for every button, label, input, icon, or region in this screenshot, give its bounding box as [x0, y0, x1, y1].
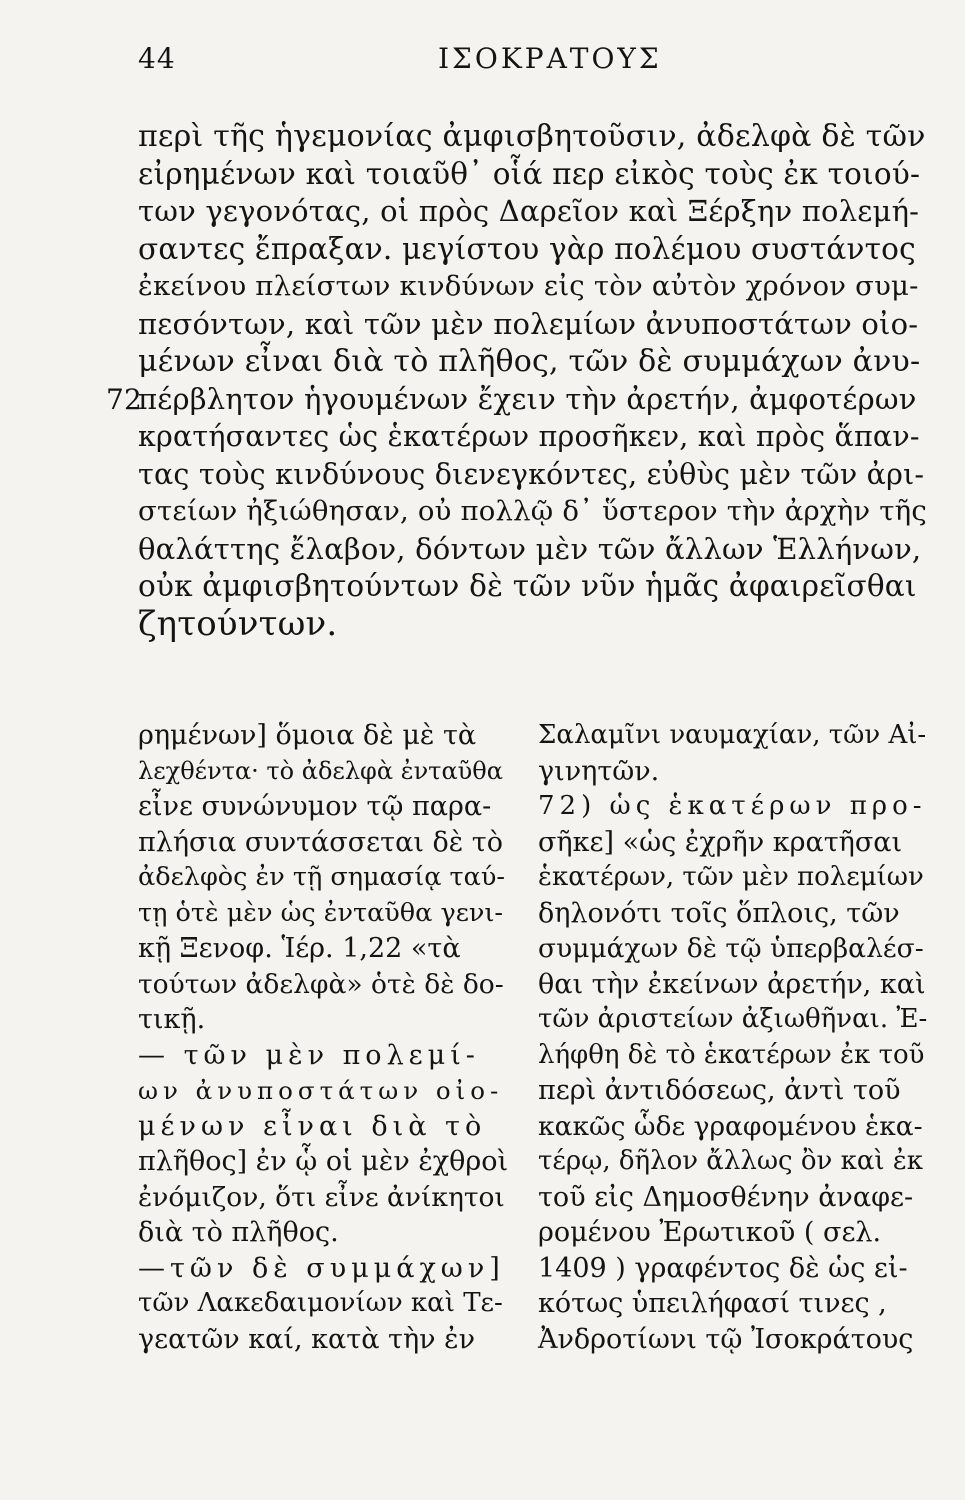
main-text-line: ζητούντων.	[138, 603, 338, 644]
note-line: Σαλαμῖνι ναυμαχίαν, τῶν Αἰ-	[538, 720, 927, 750]
note-line: περὶ ἀντιδόσεως, ἀντὶ τοῦ	[538, 1075, 901, 1106]
note-lemma-line: — τῶν μὲν πολεμί-	[138, 1039, 480, 1071]
note-line: συμμάχων δὲ τῷ ὑπερβαλέσ-	[538, 933, 924, 964]
note-line: Ἀνδροτίωνι τῷ Ἰσοκράτους	[538, 1323, 914, 1355]
note-line: πλῆθος] ἐν ᾧ οἱ μὲν ἐχθροὶ	[138, 1146, 509, 1177]
note-line: ρομένου Ἐρωτικοῦ ( σελ.	[538, 1217, 882, 1248]
main-text-line: πεσόντων, καὶ τῶν μὲν πολεμίων ἀνυποστάτων οἰο-	[138, 306, 919, 341]
note-line: δηλονότι τοῖς ὅπλοις, τῶν	[538, 897, 900, 929]
main-text-line: ἐκείνου πλείστων κινδύνων εἰς τὸν αὐτὸν χρόνον συμ-	[138, 270, 919, 302]
note-line: γινητῶν.	[538, 755, 660, 787]
main-text-line: στείων ἠξιώθησαν, οὐ πολλῷ δ᾽ ὕστερον τὴν ἀρχὴν τῆς	[138, 495, 927, 527]
note-line: εἶνε συνώνυμον τῷ παρα-	[138, 791, 492, 822]
note-line: ἑκατέρων, τῶν μὲν πολεμίων	[538, 862, 924, 892]
main-text-line: των γεγονότας, οἱ πρὸς Δαρεῖον καὶ Ξέρξην πολεμή-	[138, 194, 920, 228]
running-head: ΙΣΟΚΡΑΤΟΥΣ	[438, 42, 662, 75]
main-text-line: περὶ τῆς ἡγεμονίας ἀμφισβητοῦσιν, ἀδελφὰ δὲ τῶν	[138, 119, 926, 154]
note-lemma-line: ων ἀνυποστάτων οἰο-	[138, 1076, 504, 1105]
section-margin-number: 72	[106, 382, 143, 416]
note-line: τῃ ὁτὲ μὲν ὡς ἐνταῦθα γενι-	[138, 897, 504, 928]
note-line: τέρῳ, δῆλον ἄλλως ὂν καὶ ἐκ	[538, 1146, 924, 1176]
notes-left-column	[138, 718, 508, 1357]
main-text-line: εἰρημένων καὶ τοιαῦθ᾽ οἷά περ εἰκὸς τοὺς ἐκ τοιού-	[138, 156, 921, 191]
note-line: τικῇ.	[138, 1004, 206, 1035]
note-line: λεχθέντα· τὸ ἀδελφὰ ἐνταῦθα	[138, 756, 503, 785]
page-header	[138, 42, 918, 82]
note-line: κότως ὑπειλήφασί τινες ,	[538, 1288, 887, 1319]
main-text	[106, 118, 928, 644]
note-lemma-line: —τῶν δὲ συμμάχων]	[138, 1252, 505, 1284]
main-text-line: οὐκ ἀμφισβητούντων δὲ τῶν νῦν ἡμᾶς ἀφαιρεῖσθαι	[138, 569, 917, 603]
page-number: 44	[138, 42, 176, 75]
main-text-line: μένων εἶναι διὰ τὸ πλῆθος, τῶν δὲ συμμάχων ἀνυ-	[138, 344, 921, 379]
main-text-line: θαλάττης ἔλαβον, δόντων μὲν τῶν ἄλλων Ἑλλήνων,	[138, 531, 922, 566]
note-line: τούτων ἀδελφὰ» ὁτὲ δὲ δο-	[138, 968, 504, 1000]
note-line: διὰ τὸ πλῆθος.	[138, 1217, 339, 1248]
note-line: τῶν Λακεδαιμονίων καὶ Τε-	[138, 1288, 503, 1318]
note-line: κακῶς ὧδε γραφομένου ἑκα-	[538, 1110, 923, 1142]
note-lemma-line: μένων εἶναι διὰ τὸ	[138, 1110, 487, 1142]
note-line: ἐνόμιζον, ὅτι εἶνε ἀνίκητοι	[138, 1181, 505, 1213]
main-text-line: κρατήσαντες ὡς ἑκατέρων προσῆκεν, καὶ πρὸς ἅπαν-	[138, 420, 920, 453]
main-text-line: τας τοὺς κινδύνους διενεγκόντες, εὐθὺς μὲν τῶν ἀρι-	[138, 457, 925, 491]
note-line: 1409 ) γραφέντος δὲ ὡς εἰ-	[538, 1252, 908, 1284]
note-line: τῶν ἀριστείων ἀξιωθῆναι. Ἐ-	[538, 1004, 928, 1034]
notes-right-column	[538, 718, 928, 1357]
note-line: γεατῶν καί, κατὰ τὴν ἐν	[138, 1323, 476, 1355]
note-line: ἀδελφὸς ἐν τῇ σημασίᾳ ταύ-	[138, 862, 505, 892]
main-text-line: σαντες ἔπραξαν. μεγίστου γὰρ πολέμου συστάντος	[138, 231, 916, 266]
main-text-line-content: πέρβλητον ἡγουμένων ἔχειν τὴν ἀρετήν, ἀμφοτέρων	[138, 381, 917, 416]
note-line: λήφθη δὲ τὸ ἑκατέρων ἐκ τοῦ	[538, 1039, 925, 1070]
note-line: θαι τὴν ἐκείνων ἀρετήν, καὶ	[538, 968, 926, 1000]
note-line: τοῦ εἰς Δημοσθένην ἀναφε-	[538, 1181, 914, 1213]
note-line: πλήσια συντάσσεται δὲ τὸ	[138, 826, 504, 858]
main-text-line-with-margin-number	[106, 381, 928, 419]
note-line: σῆκε] «ὡς ἐχρῆν κρατῆσαι	[538, 826, 903, 858]
note-line: κῇ Ξενοφ. Ἱέρ. 1,22 «τὰ	[138, 933, 461, 964]
note-line: ρημένων] ὅμοια δὲ μὲ τὰ	[138, 720, 477, 751]
note-lemma-line: 72) ὡς ἑκατέρων προ-	[538, 791, 927, 821]
